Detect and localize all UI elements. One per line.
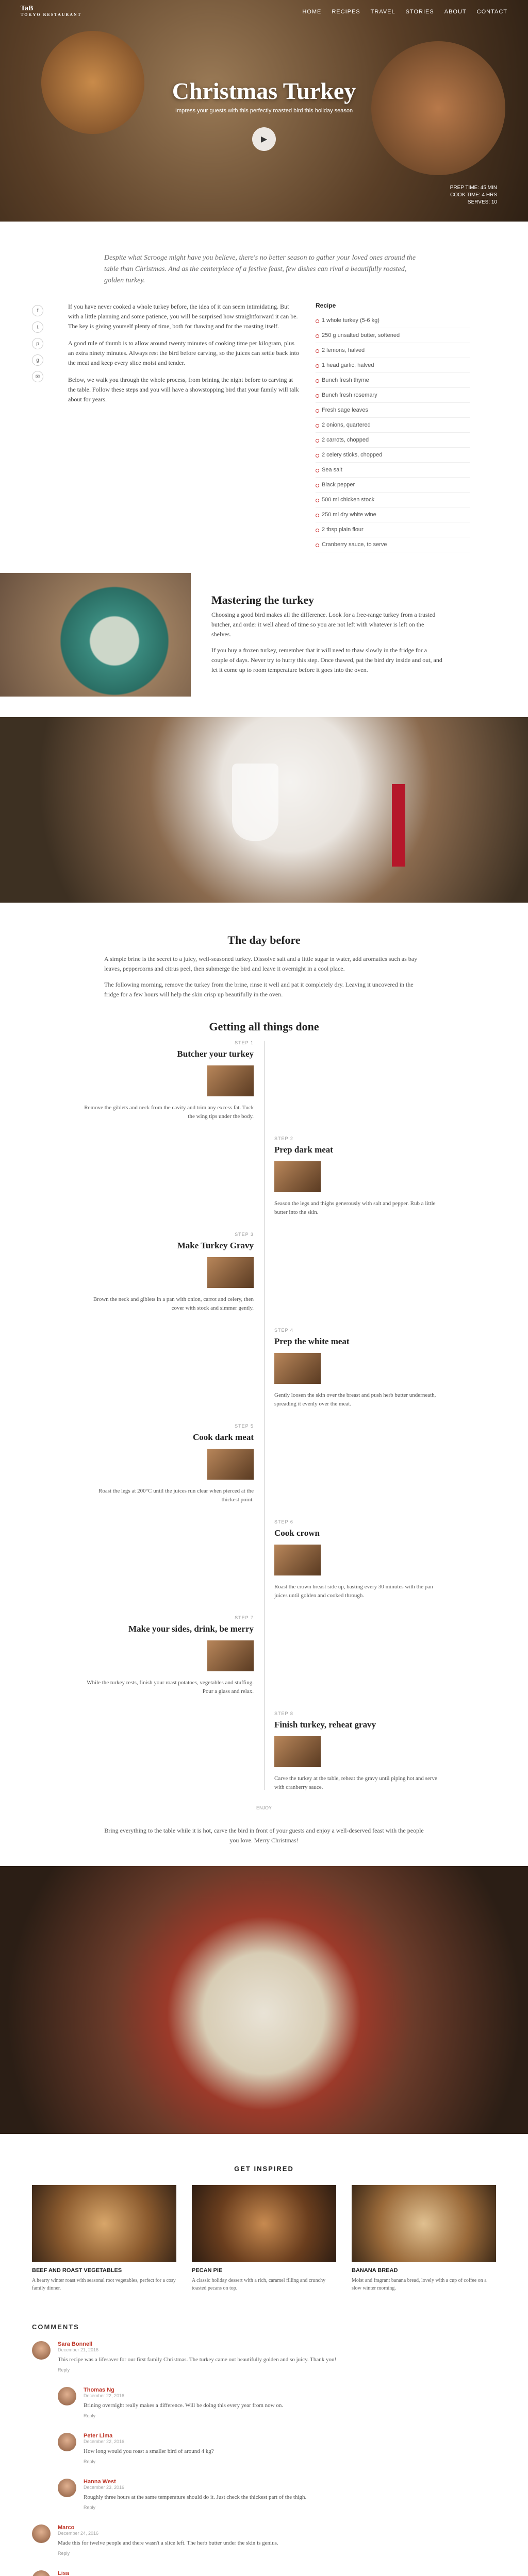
nav-item[interactable]: TRAVEL [370, 9, 395, 15]
step-label: STEP 3 [235, 1232, 254, 1237]
twitter-share-icon[interactable]: t [32, 321, 43, 333]
paragraph: If you have never cooked a whole turkey before, the idea of it can seem intimidating. But with a little planning and some patience, you will be surprised how straightforward it can be. The key is giving yourself plenty of time, both for thawing and for the roasting itself. [68, 303, 298, 330]
step-label: STEP 5 [235, 1423, 254, 1429]
main-nav [302, 9, 507, 15]
timeline-line [264, 1041, 265, 1790]
inspiration-cards [32, 2185, 496, 2292]
comment-author[interactable]: Thomas Ng [84, 2387, 114, 2393]
step-title: Prep the white meat [274, 1336, 350, 1346]
recipe-meta [450, 184, 497, 206]
wine-glass-image [232, 764, 278, 841]
paragraph: The following morning, remove the turkey from the brine, rinse it well and pat it completely dry. Leaving it uncovered in the fridge for a few hours will help the skin crisp up beautifully in the oven. [104, 981, 414, 998]
step-image [207, 1449, 254, 1480]
reply-link[interactable]: Reply [58, 2367, 70, 2372]
ingredient-item: 2 onions, quartered [316, 418, 470, 433]
comment-author[interactable]: Marco [58, 2524, 75, 2531]
intro-text: Despite what Scrooge might have you believe, there's no better season to gather your loved ones around the table than Christmas. And as the centerpiece of a festive feast, few dishes can rival a beautifully roasted, golden turkey. [104, 254, 416, 284]
ingredient-item: 500 ml chicken stock [316, 493, 470, 507]
top-navigation [0, 0, 528, 24]
enjoy-text: Bring everything to the table while it is hot, carve the bird in front of your guests and enjoy a well-deserved feast with the people you love. Merry Christmas! [104, 1827, 424, 1844]
step-title: Cook crown [274, 1528, 320, 1538]
step-text: Gently loosen the skin over the breast and push herb butter underneath, spreading it evenly over the meat. [274, 1392, 436, 1407]
section-heading: Getting all things done [209, 1020, 319, 1033]
card-image[interactable] [32, 2185, 176, 2262]
nav-item[interactable]: HOME [302, 9, 322, 15]
ingredient-item: 1 head garlic, halved [316, 358, 470, 373]
step-image [274, 1161, 321, 1192]
comment-date: December 24, 2016 [58, 2531, 99, 2536]
mastering-text [211, 595, 443, 675]
inspiration-card[interactable] [352, 2185, 496, 2292]
play-video-button[interactable] [252, 127, 276, 151]
inspiration-card[interactable] [192, 2185, 336, 2292]
ingredient-item: Bunch fresh rosemary [316, 388, 470, 403]
ingredient-item: Fresh sage leaves [316, 403, 470, 418]
ingredient-item: Sea salt [316, 463, 470, 478]
comment-text: Roughly three hours at the same temperature should do it. Just check the thickest part of the thigh. [84, 2494, 307, 2500]
comment [58, 2433, 496, 2464]
ingredient-item: Black pepper [316, 478, 470, 493]
avatar[interactable] [32, 2570, 51, 2576]
comment [32, 2341, 496, 2372]
comment-author[interactable]: Lisa [58, 2570, 70, 2576]
section-heading: GET INSPIRED [234, 2165, 294, 2173]
ingredient-item: 2 celery sticks, chopped [316, 448, 470, 463]
comment-date: December 22, 2016 [84, 2393, 125, 2398]
feast-photo [0, 1866, 528, 2134]
section-heading: The day before [227, 934, 301, 946]
comment-text: How long would you roast a smaller bird of around 4 kg? [84, 2448, 214, 2454]
step-content [84, 1230, 254, 1313]
prep-time: PREP TIME: 45 MIN [450, 185, 497, 191]
ingredient-item: 2 lemons, halved [316, 343, 470, 358]
hero-title-block [0, 77, 528, 151]
comment-author[interactable]: Sara Bonnell [58, 2341, 93, 2347]
step-content [84, 1422, 254, 1504]
facebook-share-icon[interactable]: f [32, 305, 43, 316]
recipe-ingredients [316, 302, 470, 552]
card-title[interactable]: PECAN PIE [192, 2267, 223, 2274]
ingredient-item: 2 tbsp plain flour [316, 522, 470, 537]
email-share-icon[interactable]: ✉ [32, 371, 43, 382]
card-text: Moist and fragrant banana bread, lovely with a cup of coffee on a slow winter morning. [352, 2278, 487, 2291]
step-image [274, 1353, 321, 1384]
paragraph: A simple brine is the secret to a juicy, well-seasoned turkey. Dissolve salt and a little sugar in water, add aromatics such as bay leaves, peppercorns and citrus peel, then submerge the bird and leave it overnight in a cool place. [104, 955, 418, 972]
section-heading: COMMENTS [32, 2323, 79, 2331]
article-body [32, 302, 496, 552]
step-image [207, 1257, 254, 1288]
nav-item[interactable]: ABOUT [444, 9, 467, 15]
comment-text: Made this for twelve people and there wasn't a slice left. The herb butter under the skin is genius. [58, 2540, 278, 2546]
paragraph: Choosing a good bird makes all the difference. Look for a free-range turkey from a trusted butcher, and order it well ahead of time so you are not left with whatever is left on the shelves. [211, 611, 436, 638]
page-title: Christmas Turkey [172, 78, 356, 104]
step-title: Prep dark meat [274, 1145, 333, 1155]
step-text: Roast the legs at 200°C until the juices run clear when pierced at the thickest point. [98, 1488, 254, 1503]
avatar[interactable] [58, 2479, 76, 2497]
card-image[interactable] [352, 2185, 496, 2262]
step-text: Roast the crown breast side up, basting every 30 minutes with the pan juices until golden and cooked through. [274, 1584, 433, 1599]
recipe-box-title: Recipe [316, 302, 336, 309]
comment-date: December 23, 2016 [84, 2485, 125, 2490]
avatar[interactable] [32, 2524, 51, 2543]
get-inspired-section [32, 2165, 496, 2292]
comment-author[interactable]: Hanna West [84, 2479, 116, 2485]
step-content [274, 1326, 444, 1409]
card-image[interactable] [192, 2185, 336, 2262]
reply-link[interactable]: Reply [84, 2505, 96, 2510]
ingredient-list [316, 313, 470, 552]
steps-timeline [84, 1020, 444, 1810]
reply-link[interactable]: Reply [84, 2459, 96, 2464]
comment-text: Brining overnight really makes a difference. Will be doing this every year from now on. [84, 2402, 284, 2409]
paragraph: Below, we walk you through the whole process, from brining the night before to carving at the table. Follow these steps and you will have a showstopping bird that your family will talk about for years. [68, 376, 299, 403]
step-label: STEP 4 [274, 1328, 293, 1333]
step-content [84, 1039, 254, 1121]
comments-section [32, 2323, 496, 2576]
step-image [274, 1736, 321, 1767]
step-title: Cook dark meat [192, 1432, 254, 1442]
step-label: STEP 7 [235, 1615, 254, 1620]
servings: SERVES: 10 [467, 199, 497, 205]
step-content [84, 1614, 254, 1696]
inspiration-card[interactable] [32, 2185, 176, 2292]
paragraph: If you buy a frozen turkey, remember that it will need to thaw slowly in the fridge for a couple of days. Never try to hurry this step. Once thawed, pat the bird dry inside and out, and let it come up to room temperature before it goes into the oven. [211, 646, 442, 673]
step-content [274, 1134, 444, 1217]
paragraph: A good rule of thumb is to allow around twenty minutes of cooking time per kilogram, plus an extra ninety minutes. Always rest the bird before carving, so the juices can settle back into the meat and keep every slice moist and tender. [68, 340, 299, 366]
card-text: A hearty winter roast with seasonal root vegetables, perfect for a cosy family dinner. [32, 2278, 176, 2291]
step-text: Remove the giblets and neck from the cavity and trim any excess fat. Tuck the wing tips under the body. [84, 1105, 254, 1120]
ingredient-item: 1 whole turkey (5-6 kg) [316, 313, 470, 328]
nav-item[interactable]: STORIES [405, 9, 434, 15]
logo[interactable]: TaB TOKYO RESTAURANT [21, 5, 82, 17]
reply-link[interactable]: Reply [58, 2551, 70, 2556]
ingredient-item: Bunch fresh thyme [316, 373, 470, 388]
step-image [207, 1640, 254, 1671]
hero-subtitle: Impress your guests with this perfectly roasted bird this holiday season [175, 108, 353, 114]
comment [58, 2479, 496, 2510]
step-label: STEP 2 [274, 1136, 293, 1141]
step-title: Butcher your turkey [177, 1049, 254, 1059]
table-setting-photo [0, 717, 528, 903]
step-content [274, 1709, 444, 1792]
step-text: While the turkey rests, finish your roast potatoes, vegetables and stuffing. Pour a glass and relax. [87, 1680, 254, 1694]
share-bar [32, 302, 53, 552]
timeline-end-label: ENJOY [256, 1805, 272, 1810]
card-text: A classic holiday dessert with a rich, caramel filling and crunchy toasted pecans on top. [192, 2278, 326, 2291]
step-title: Make Turkey Gravy [177, 1241, 254, 1250]
nav-item[interactable]: CONTACT [476, 9, 507, 15]
google-share-icon[interactable]: g [32, 354, 43, 366]
card-title[interactable]: BEEF AND ROAST VEGETABLES [32, 2267, 122, 2274]
comment-text: This recipe was a lifesaver for our first family Christmas. The turkey came out beautifully golden and so juicy. Thank you! [58, 2357, 337, 2363]
comment [32, 2570, 496, 2576]
candle-image [392, 784, 405, 867]
comment-date: December 22, 2016 [84, 2439, 125, 2444]
ingredient-item: Cranberry sauce, to serve [316, 537, 470, 552]
nav-item[interactable]: RECIPES [332, 9, 360, 15]
avatar[interactable] [58, 2433, 76, 2451]
step-content [274, 1518, 444, 1600]
step-text: Season the legs and thighs generously with salt and pepper. Rub a little butter into the skin. [274, 1200, 436, 1215]
hero [0, 0, 528, 222]
day-before-section [104, 934, 424, 999]
comment [58, 2387, 496, 2418]
article-text [68, 302, 300, 552]
step-title: Make your sides, drink, be merry [128, 1624, 254, 1634]
ingredient-item: 250 g unsalted butter, softened [316, 328, 470, 343]
reply-link[interactable]: Reply [84, 2413, 96, 2418]
section-heading: Mastering the turkey [211, 593, 315, 606]
pinterest-share-icon[interactable]: p [32, 338, 43, 349]
step-image [274, 1545, 321, 1575]
avatar[interactable] [32, 2341, 51, 2360]
avatar[interactable] [58, 2387, 76, 2405]
card-title[interactable]: BANANA BREAD [352, 2267, 398, 2274]
step-label: STEP 1 [235, 1040, 254, 1045]
step-label: STEP 8 [274, 1711, 293, 1716]
turkey-platter-image [0, 573, 191, 697]
play-icon: ▶ [260, 135, 268, 144]
comment-author[interactable]: Peter Lima [84, 2433, 113, 2439]
mastering-section [0, 573, 528, 697]
comment-date: December 21, 2016 [58, 2347, 99, 2352]
step-image [207, 1065, 254, 1096]
ingredient-item: 2 carrots, chopped [316, 433, 470, 448]
step-label: STEP 6 [274, 1519, 293, 1524]
step-title: Finish turkey, reheat gravy [274, 1720, 376, 1730]
cook-time: COOK TIME: 4 HRS [450, 192, 497, 198]
step-text: Carve the turkey at the table, reheat the gravy until piping hot and serve with cranberry sauce. [274, 1775, 437, 1790]
comment [32, 2524, 496, 2556]
step-text: Brown the neck and giblets in a pan with onion, carrot and celery, then cover with stock and simmer gently. [93, 1296, 254, 1311]
ingredient-item: 250 ml dry white wine [316, 507, 470, 522]
